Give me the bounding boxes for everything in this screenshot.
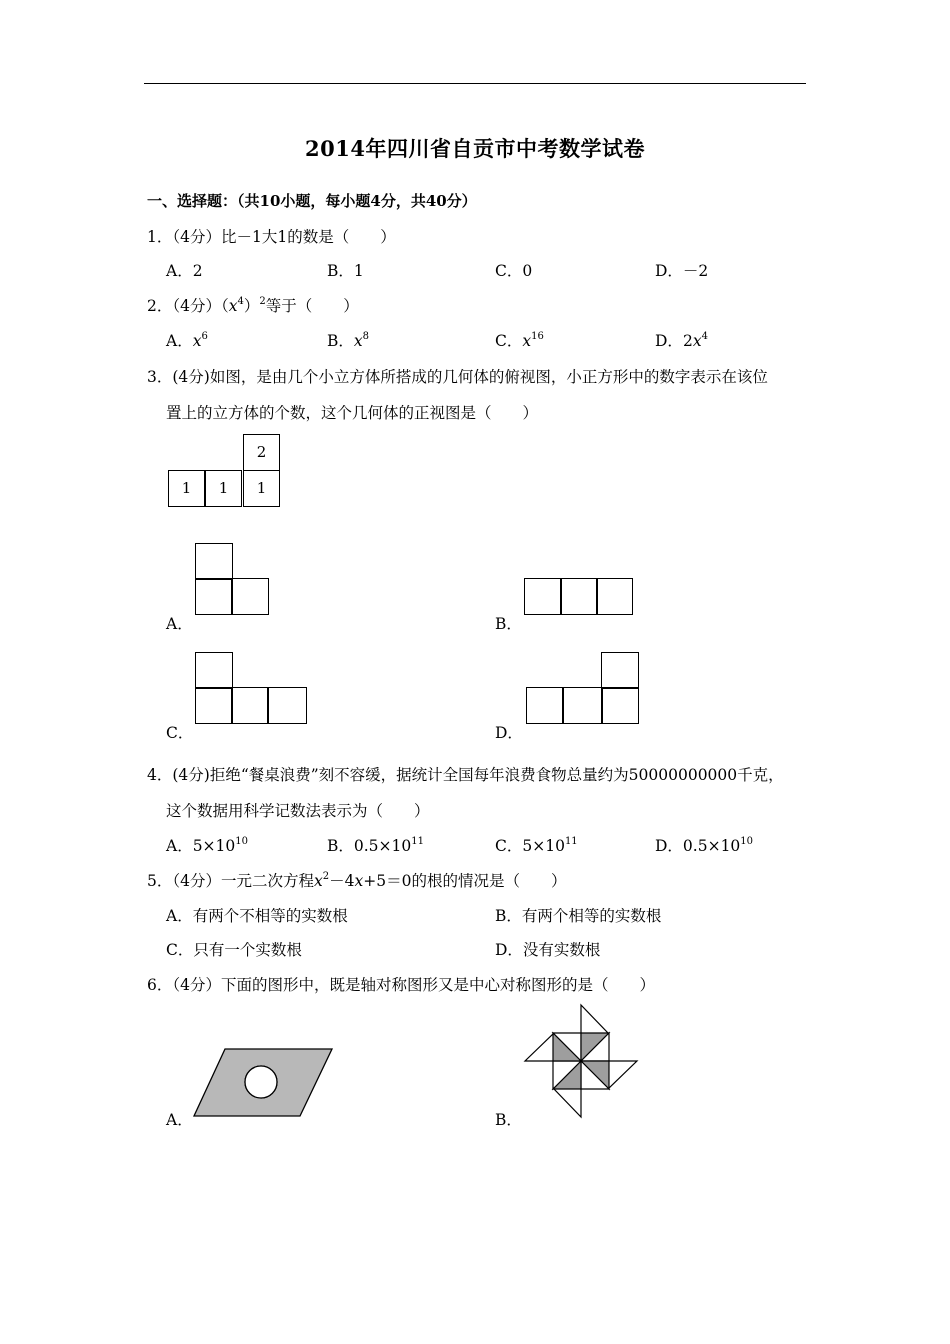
question-1-stem: 1．（4分）比－1大1的数是（ ） <box>147 228 396 246</box>
question-4-option-b[interactable]: B．$0.5\times 10^{11}$ <box>327 836 424 855</box>
question-1-option-b[interactable]: B．1 <box>327 262 364 280</box>
section-heading: 一、选择题：（共10小题，每小题4分，共40分） <box>147 192 477 210</box>
grid-cell-bottom-3: 1 <box>243 470 280 507</box>
question-3-stem-line-1: 3．(4分)如图，是由几个小立方体所搭成的几何体的俯视图，小正方形中的数字表示在该位 <box>147 368 768 386</box>
question-2-option-b[interactable]: B．$x^8$ <box>327 331 370 350</box>
question-5-option-d[interactable]: D．没有实数根 <box>495 941 601 959</box>
question-4-stem-line-1: 4．(4分)拒绝“餐桌浪费”刻不容缓，据统计全国每年浪费食物总量约为50000000000千克， <box>147 766 784 784</box>
question-6-option-b[interactable]: B． <box>495 1111 522 1129</box>
question-4-option-c[interactable]: C．$5\times 10^{11}$ <box>495 836 578 855</box>
header-rule <box>144 83 806 84</box>
question-2-option-d[interactable]: D．$2x^4$ <box>655 331 708 350</box>
question-3-option-a[interactable]: A． <box>166 615 193 633</box>
parallelogram-with-hole-figure[interactable] <box>190 1045 340 1120</box>
question-1-option-a[interactable]: A．2 <box>166 262 203 280</box>
question-3-option-b[interactable]: B． <box>495 615 522 633</box>
question-1-option-c[interactable]: C．0 <box>495 262 533 280</box>
question-3-option-c[interactable]: C． <box>166 724 194 742</box>
grid-cell-top: 2 <box>243 434 280 471</box>
pinwheel-figure[interactable] <box>520 1000 642 1122</box>
question-6-option-a[interactable]: A． <box>166 1111 193 1129</box>
question-6-stem: 6．（4分）下面的图形中，既是轴对称图形又是中心对称图形的是（ ） <box>147 976 655 994</box>
question-2-option-a[interactable]: A．$x^6$ <box>166 331 208 350</box>
question-4-option-a[interactable]: A．$5\times 10^{10}$ <box>166 836 249 855</box>
question-5-option-a[interactable]: A．有两个不相等的实数根 <box>166 907 348 925</box>
grid-cell-bottom-1: 1 <box>168 470 205 507</box>
question-5-stem: 5．（4分）一元二次方程$x^2-4x+5=0$的根的情况是（ ） <box>147 871 567 890</box>
question-2-option-c[interactable]: C．$x^{16}$ <box>495 331 544 350</box>
grid-cell-bottom-2: 1 <box>205 470 242 507</box>
question-3-stem-line-2: 置上的立方体的个数，这个几何体的正视图是（ ） <box>166 404 539 422</box>
question-4-stem-line-2: 这个数据用科学记数法表示为（ ） <box>166 802 430 820</box>
question-2-stem: 2．（4分）$(x^4)^2$等于（ ） <box>147 296 359 315</box>
page-title: 2014年四川省自贡市中考数学试卷 <box>305 136 645 161</box>
question-5-option-b[interactable]: B．有两个相等的实数根 <box>495 907 662 925</box>
question-4-option-d[interactable]: D．$0.5\times 10^{10}$ <box>655 836 754 855</box>
question-1-option-d[interactable]: D．－2 <box>655 262 709 280</box>
question-5-option-c[interactable]: C．只有一个实数根 <box>166 941 302 959</box>
question-3-option-d[interactable]: D． <box>495 724 523 742</box>
